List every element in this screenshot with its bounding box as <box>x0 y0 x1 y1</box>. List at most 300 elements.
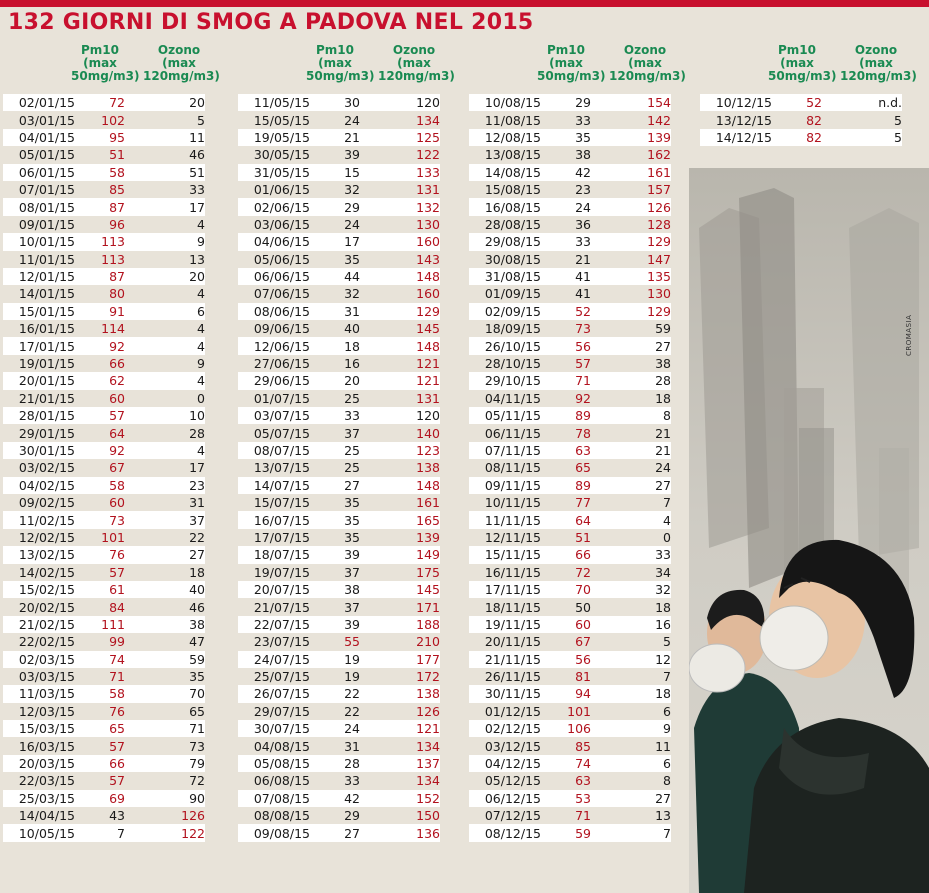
date-cell: 15/11/15 <box>484 547 541 563</box>
ozono-cell: 65 <box>189 703 205 719</box>
ozono-cell: 4 <box>197 443 205 458</box>
pm10-cell: 52 <box>575 303 591 319</box>
date-cell: 29/06/15 <box>253 373 310 389</box>
pm10-cell: 63 <box>575 443 591 458</box>
ozono-cell: 161 <box>416 495 440 511</box>
pm10-cell: 73 <box>575 321 591 337</box>
ozono-cell: 23 <box>189 477 205 493</box>
date-cell: 16/08/15 <box>484 199 541 215</box>
ozono-cell: 6 <box>663 756 671 772</box>
pm10-cell: 33 <box>575 112 591 128</box>
pm10-cell: 21 <box>344 129 360 145</box>
date-cell: 20/11/15 <box>484 634 541 650</box>
ozono-cell: 33 <box>655 547 671 563</box>
ozono-cell: 154 <box>647 95 671 111</box>
table-row <box>3 807 205 824</box>
pm10-cell: 39 <box>344 547 360 563</box>
date-cell: 07/11/15 <box>484 443 541 458</box>
ozono-cell: 34 <box>655 564 671 580</box>
pm10-cell: 36 <box>575 216 591 232</box>
ozono-cell: 120 <box>416 408 440 424</box>
table-row <box>3 251 205 268</box>
table-row <box>238 442 440 459</box>
table-row <box>238 581 440 598</box>
pm10-cell: 92 <box>109 443 125 458</box>
date-cell: 26/10/15 <box>484 338 541 354</box>
pm10-cell: 67 <box>109 460 125 476</box>
ozono-cell: 165 <box>416 512 440 528</box>
table-column-2 <box>238 42 455 842</box>
ozono-cell: 5 <box>894 112 902 128</box>
ozono-cell: 13 <box>189 251 205 267</box>
table-row <box>238 477 440 494</box>
ozono-cell: 27 <box>655 477 671 493</box>
ozono-cell: 157 <box>647 182 671 198</box>
table-row <box>3 355 205 372</box>
table-row <box>469 581 671 598</box>
date-cell: 15/07/15 <box>253 495 310 511</box>
table-row <box>238 459 440 476</box>
ozono-cell: 137 <box>416 756 440 772</box>
ozono-cell: 18 <box>655 390 671 406</box>
pm10-cell: 57 <box>109 564 125 580</box>
pm10-cell: 77 <box>575 495 591 511</box>
date-cell: 15/03/15 <box>18 721 75 737</box>
table-row <box>238 198 440 215</box>
date-cell: 17/11/15 <box>484 582 541 598</box>
ozono-cell: 148 <box>416 338 440 354</box>
date-cell: 07/01/15 <box>18 182 75 198</box>
ozono-cell: 4 <box>197 321 205 337</box>
pm10-cell: 102 <box>101 112 125 128</box>
ozono-header: Ozono (max 120mg/m3) <box>609 43 686 83</box>
table-row <box>238 355 440 372</box>
table-row <box>238 337 440 354</box>
date-cell: 12/11/15 <box>484 529 541 545</box>
table-row <box>238 94 440 111</box>
ozono-cell: 121 <box>416 721 440 737</box>
ozono-cell: 5 <box>894 129 902 145</box>
date-cell: 29/08/15 <box>484 234 541 250</box>
pm10-cell: 27 <box>344 477 360 493</box>
date-cell: 13/07/15 <box>253 460 310 476</box>
pm10-cell: 39 <box>344 616 360 632</box>
date-cell: 30/07/15 <box>253 721 310 737</box>
date-cell: 03/03/15 <box>18 669 75 685</box>
pm10-cell: 65 <box>575 460 591 476</box>
ozono-cell: 147 <box>647 251 671 267</box>
ozono-cell: 126 <box>416 703 440 719</box>
pm10-cell: 113 <box>101 251 125 267</box>
date-cell: 21/02/15 <box>18 616 75 632</box>
table-row <box>3 616 205 633</box>
pm10-cell: 89 <box>575 477 591 493</box>
ozono-cell: 10 <box>189 408 205 424</box>
table-row <box>469 111 671 128</box>
date-cell: 05/06/15 <box>253 251 310 267</box>
ozono-cell: 125 <box>416 129 440 145</box>
date-cell: 03/02/15 <box>18 460 75 476</box>
pm10-cell: 94 <box>575 686 591 702</box>
ozono-cell: 120 <box>416 95 440 111</box>
table-row <box>238 216 440 233</box>
table-row <box>700 129 902 146</box>
pm10-cell: 85 <box>109 182 125 198</box>
ozono-cell: 121 <box>416 356 440 372</box>
pm10-cell: 25 <box>344 390 360 406</box>
table-row <box>238 772 440 789</box>
ozono-cell: 8 <box>663 408 671 424</box>
pm10-cell: 71 <box>575 373 591 389</box>
date-cell: 05/12/15 <box>484 773 541 789</box>
date-cell: 28/08/15 <box>484 216 541 232</box>
ozono-cell: 73 <box>189 738 205 754</box>
table-row <box>3 268 205 285</box>
table-row <box>238 372 440 389</box>
pm10-cell: 82 <box>806 112 822 128</box>
date-cell: 26/11/15 <box>484 669 541 685</box>
date-cell: 04/08/15 <box>253 738 310 754</box>
date-cell: 07/06/15 <box>253 286 310 302</box>
pm10-cell: 62 <box>109 373 125 389</box>
ozono-cell: 21 <box>655 443 671 458</box>
date-cell: 28/10/15 <box>484 356 541 372</box>
date-cell: 07/08/15 <box>253 790 310 806</box>
date-cell: 12/01/15 <box>18 269 75 285</box>
date-cell: 02/01/15 <box>18 95 75 111</box>
table-row <box>469 424 671 441</box>
date-cell: 02/03/15 <box>18 651 75 667</box>
column-header <box>238 42 455 94</box>
table-row <box>3 407 205 424</box>
table-row <box>3 598 205 615</box>
date-cell: 01/09/15 <box>484 286 541 302</box>
ozono-cell: 175 <box>416 564 440 580</box>
column-header <box>3 42 220 94</box>
date-cell: 29/10/15 <box>484 373 541 389</box>
date-cell: 18/09/15 <box>484 321 541 337</box>
pm10-cell: 44 <box>344 269 360 285</box>
table-row <box>238 181 440 198</box>
date-cell: 19/07/15 <box>253 564 310 580</box>
date-cell: 15/02/15 <box>18 582 75 598</box>
top-accent-bar <box>0 0 929 7</box>
pm10-cell: 37 <box>344 425 360 441</box>
ozono-cell: 148 <box>416 477 440 493</box>
table-row <box>238 164 440 181</box>
pm10-cell: 72 <box>575 564 591 580</box>
pm10-cell: 42 <box>344 790 360 806</box>
pm10-cell: 38 <box>575 147 591 163</box>
table-row <box>238 320 440 337</box>
pm10-cell: 69 <box>109 790 125 806</box>
pm10-cell: 25 <box>344 443 360 458</box>
table-row <box>469 198 671 215</box>
date-cell: 06/12/15 <box>484 790 541 806</box>
ozono-cell: 38 <box>655 356 671 372</box>
ozono-cell: 4 <box>197 286 205 302</box>
ozono-cell: 17 <box>189 199 205 215</box>
pm10-cell: 19 <box>344 669 360 685</box>
pm10-cell: 92 <box>109 338 125 354</box>
table-row <box>469 181 671 198</box>
date-cell: 20/03/15 <box>18 756 75 772</box>
date-cell: 15/05/15 <box>253 112 310 128</box>
table-row <box>469 372 671 389</box>
pm10-cell: 17 <box>344 234 360 250</box>
table-row <box>469 94 671 111</box>
ozono-cell: 136 <box>416 825 440 841</box>
table-row <box>3 494 205 511</box>
date-cell: 01/06/15 <box>253 182 310 198</box>
table-row <box>469 633 671 650</box>
ozono-header: Ozono (max 120mg/m3) <box>143 43 220 83</box>
pm10-cell: 53 <box>575 790 591 806</box>
ozono-cell: 133 <box>416 164 440 180</box>
table-row <box>3 651 205 668</box>
ozono-cell: 134 <box>416 738 440 754</box>
ozono-cell: 24 <box>655 460 671 476</box>
table-row <box>238 720 440 737</box>
date-cell: 14/08/15 <box>484 164 541 180</box>
table-row <box>238 285 440 302</box>
pm10-cell: 57 <box>109 773 125 789</box>
pm10-cell: 64 <box>575 512 591 528</box>
date-cell: 04/02/15 <box>18 477 75 493</box>
pm10-cell: 76 <box>109 547 125 563</box>
ozono-cell: 177 <box>416 651 440 667</box>
ozono-cell: 13 <box>655 808 671 824</box>
ozono-cell: 139 <box>416 529 440 545</box>
pm10-cell: 82 <box>806 129 822 145</box>
ozono-cell: 70 <box>189 686 205 702</box>
pm10-cell: 51 <box>575 529 591 545</box>
pm10-cell: 101 <box>101 529 125 545</box>
date-cell: 18/07/15 <box>253 547 310 563</box>
ozono-cell: 4 <box>663 512 671 528</box>
pm10-cell: 64 <box>109 425 125 441</box>
table-row <box>3 337 205 354</box>
table-row <box>3 459 205 476</box>
table-row <box>3 390 205 407</box>
table-row <box>469 477 671 494</box>
date-cell: 05/08/15 <box>253 756 310 772</box>
pm10-cell: 18 <box>344 338 360 354</box>
ozono-cell: 210 <box>416 634 440 650</box>
date-cell: 30/11/15 <box>484 686 541 702</box>
date-cell: 11/08/15 <box>484 112 541 128</box>
ozono-cell: 59 <box>189 651 205 667</box>
pm10-cell: 84 <box>109 599 125 615</box>
date-cell: 10/05/15 <box>18 825 75 841</box>
table-row <box>3 198 205 215</box>
table-row <box>3 581 205 598</box>
table-row <box>469 337 671 354</box>
ozono-cell: 122 <box>181 825 205 841</box>
pm10-cell: 113 <box>101 234 125 250</box>
date-cell: 15/08/15 <box>484 182 541 198</box>
column-header <box>700 42 917 94</box>
table-row <box>238 529 440 546</box>
table-row <box>238 407 440 424</box>
pm10-cell: 106 <box>567 721 591 737</box>
ozono-cell: 139 <box>647 129 671 145</box>
pm10-cell: 56 <box>575 338 591 354</box>
pm10-cell: 33 <box>344 773 360 789</box>
ozono-cell: 160 <box>416 234 440 250</box>
table-row <box>3 633 205 650</box>
ozono-cell: 18 <box>655 599 671 615</box>
pm10-cell: 16 <box>344 356 360 372</box>
ozono-cell: 126 <box>647 199 671 215</box>
date-cell: 12/06/15 <box>253 338 310 354</box>
ozono-cell: 148 <box>416 269 440 285</box>
date-cell: 22/07/15 <box>253 616 310 632</box>
pm10-cell: 31 <box>344 303 360 319</box>
date-cell: 25/03/15 <box>18 790 75 806</box>
table-row <box>3 233 205 250</box>
pm10-cell: 7 <box>117 825 125 841</box>
ozono-cell: 37 <box>189 512 205 528</box>
table-row <box>469 720 671 737</box>
table-row <box>3 372 205 389</box>
date-cell: 12/02/15 <box>18 529 75 545</box>
date-cell: 03/07/15 <box>253 408 310 424</box>
table-row <box>238 546 440 563</box>
date-cell: 21/01/15 <box>18 390 75 406</box>
pm10-cell: 114 <box>101 321 125 337</box>
pm10-cell: 60 <box>575 616 591 632</box>
table-row <box>469 390 671 407</box>
ozono-cell: 59 <box>655 321 671 337</box>
table-row <box>238 494 440 511</box>
table-row <box>3 703 205 720</box>
pm10-cell: 22 <box>344 686 360 702</box>
table-row <box>238 268 440 285</box>
date-cell: 20/02/15 <box>18 599 75 615</box>
table-row <box>3 737 205 754</box>
date-cell: 05/11/15 <box>484 408 541 424</box>
table-row <box>469 546 671 563</box>
ozono-cell: 51 <box>189 164 205 180</box>
pm10-cell: 58 <box>109 477 125 493</box>
date-cell: 08/11/15 <box>484 460 541 476</box>
ozono-cell: 129 <box>416 303 440 319</box>
ozono-cell: 22 <box>189 529 205 545</box>
ozono-cell: 150 <box>416 808 440 824</box>
pm10-header: Pm10 (max 50mg/m3) <box>71 43 140 83</box>
pm10-cell: 101 <box>567 703 591 719</box>
ozono-cell: 140 <box>416 425 440 441</box>
pm10-cell: 66 <box>109 356 125 372</box>
date-cell: 09/08/15 <box>253 825 310 841</box>
pm10-header: Pm10 (max 50mg/m3) <box>306 43 375 83</box>
table-row <box>700 111 902 128</box>
ozono-cell: 33 <box>189 182 205 198</box>
ozono-cell: 161 <box>647 164 671 180</box>
table-row <box>3 181 205 198</box>
date-cell: 11/11/15 <box>484 512 541 528</box>
table-row <box>3 111 205 128</box>
date-cell: 12/03/15 <box>18 703 75 719</box>
pm10-cell: 15 <box>344 164 360 180</box>
table-row <box>3 477 205 494</box>
ozono-cell: 162 <box>647 147 671 163</box>
date-cell: 31/05/15 <box>253 164 310 180</box>
date-cell: 10/08/15 <box>484 95 541 111</box>
pm10-cell: 87 <box>109 199 125 215</box>
table-row <box>238 737 440 754</box>
date-cell: 08/07/15 <box>253 443 310 458</box>
pm10-cell: 30 <box>344 95 360 111</box>
pm10-cell: 57 <box>109 408 125 424</box>
pm10-cell: 89 <box>575 408 591 424</box>
date-cell: 05/07/15 <box>253 425 310 441</box>
pm10-cell: 27 <box>344 825 360 841</box>
ozono-cell: 130 <box>416 216 440 232</box>
ozono-cell: 40 <box>189 582 205 598</box>
table-row <box>469 737 671 754</box>
pm10-cell: 35 <box>344 529 360 545</box>
pm10-cell: 63 <box>575 773 591 789</box>
date-cell: 26/07/15 <box>253 686 310 702</box>
date-cell: 14/01/15 <box>18 286 75 302</box>
ozono-cell: 18 <box>655 686 671 702</box>
ozono-cell: 145 <box>416 582 440 598</box>
table-row <box>469 303 671 320</box>
date-cell: 20/01/15 <box>18 373 75 389</box>
date-cell: 02/06/15 <box>253 199 310 215</box>
table-column-1 <box>3 42 220 842</box>
pm10-cell: 24 <box>344 112 360 128</box>
pm10-cell: 74 <box>109 651 125 667</box>
table-row <box>469 442 671 459</box>
ozono-cell: 134 <box>416 773 440 789</box>
ozono-cell: 138 <box>416 686 440 702</box>
date-cell: 14/07/15 <box>253 477 310 493</box>
date-cell: 08/06/15 <box>253 303 310 319</box>
ozono-cell: 8 <box>663 773 671 789</box>
table-row <box>469 511 671 528</box>
date-cell: 06/01/15 <box>18 164 75 180</box>
ozono-cell: 16 <box>655 616 671 632</box>
ozono-cell: 27 <box>189 547 205 563</box>
ozono-cell: 7 <box>663 825 671 841</box>
table-row <box>469 755 671 772</box>
ozono-cell: 131 <box>416 182 440 198</box>
ozono-cell: 17 <box>189 460 205 476</box>
date-cell: 09/01/15 <box>18 216 75 232</box>
date-cell: 01/07/15 <box>253 390 310 406</box>
table-row <box>469 459 671 476</box>
table-row <box>3 790 205 807</box>
table-row <box>469 320 671 337</box>
pm10-header: Pm10 (max 50mg/m3) <box>768 43 837 83</box>
table-row <box>469 164 671 181</box>
pm10-cell: 19 <box>344 651 360 667</box>
date-cell: 11/03/15 <box>18 686 75 702</box>
table-row <box>3 511 205 528</box>
pm10-cell: 91 <box>109 303 125 319</box>
ozono-cell: 7 <box>663 495 671 511</box>
ozono-cell: 46 <box>189 147 205 163</box>
pm10-cell: 43 <box>109 808 125 824</box>
pm10-cell: 32 <box>344 182 360 198</box>
date-cell: 11/02/15 <box>18 512 75 528</box>
ozono-header: Ozono (max 120mg/m3) <box>378 43 455 83</box>
ozono-cell: 142 <box>647 112 671 128</box>
ozono-cell: 172 <box>416 669 440 685</box>
